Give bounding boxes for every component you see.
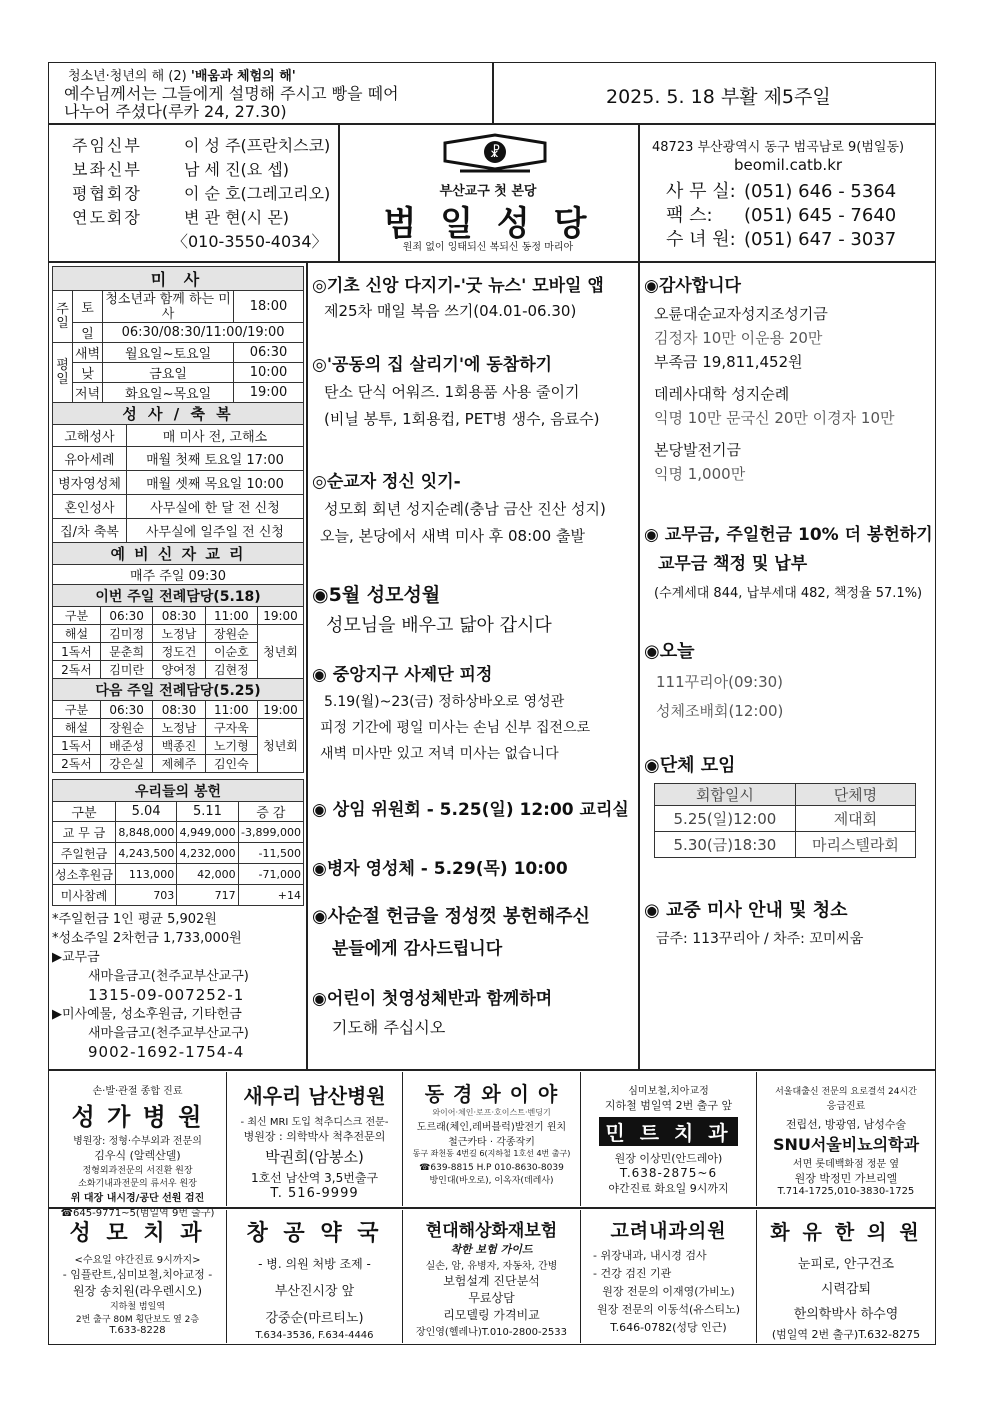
divider [638, 262, 640, 1070]
ad-snu-urology: 서울대출신 전문의 요로결석 24시간 응급진료 전립선, 방광염, 남성수술 SNU서울비뇨의학과 서면 롯데백화점 정문 옆 원장 박정민 가브리엘 T.714-1725,010-3830-1725 [772, 1087, 920, 1197]
year-theme: 청소년·청년의 해 (2) '배움과 체험의 해' [68, 69, 296, 84]
divider [492, 62, 494, 124]
website-link[interactable]: beomil.catb.kr [733, 156, 843, 174]
bullet-icon: ◎ [312, 355, 327, 375]
church-sub: 부산교구 첫 본당 [439, 184, 537, 199]
ad-saewoori-hospital: 새우리 남산병원 - 최신 MRI 도입 척추디스크 전문- 병원장 : 의학박사 척추전문의 박권희(암봉소) 1호선 남산역 3,5번출구 T. 516-9999 [227, 1072, 403, 1206]
bullet-icon: ◉ [312, 584, 329, 606]
notice-item: ◉ 상임 위원회 - 5.25(일) 12:00 교리실 [312, 800, 629, 820]
bullet-icon: ◉ [312, 906, 328, 927]
ad-koryo-clinic: 고려내과의원 - 위장내과, 내시경 검사 - 건강 검진 기관 원장 전문의 이재영(가비노) 원장 전문의 이동석(유스티노) T.646-0782(성당 인근) [581, 1210, 757, 1343]
notice-item: ◉사순절 헌금을 정성껏 봉헌해주신 분들에게 감사드립니다 [312, 906, 590, 959]
divider [306, 262, 308, 1070]
notice-item: ◎순교자 정신 잇기- 성모회 회년 성지순례(충남 금산 진산 성지) 오늘, 본당에서 새벽 미사 후 08:00 출발 [312, 472, 606, 545]
bullet-icon: ◉ [312, 800, 327, 820]
notice-item: ◉ 중앙지구 사제단 피정 5.19(월)~23(금) 정하상바오로 영성관 피정 기간에 평일 미사는 손님 신부 집전으로 새벽 미사만 있고 저녁 미사는 없습니다 [312, 665, 591, 762]
thanks-title: ◉감사합니다 [644, 276, 741, 296]
bullet-icon: ◉ [644, 525, 659, 545]
divider [638, 124, 640, 262]
thanks-list: 오륜대순교자성지조성기금 김정자 10만 이운용 20만 부족금 19,811,452원 데레사대학 성지순례 익명 10만 문국신 20만 이경자 10만 본당발전기금 익명 1,000만 [654, 305, 895, 483]
sacrament-table: 성 사 / 축 복 고해성사 매 미사 전, 고해소 유아세례 매월 첫째 토요일 17:00 병자영성체 매월 셋째 목요일 10:00 혼인성사 사무실에 한 달 전 신청 집/차 축복 사무실에 일주일 전 신청 예 비 신 자 교 리 매주 주일 09:30 [52, 402, 304, 585]
duty-next-table: 다음 주일 전례담당(5.25) 구분 06:30 08:30 11:00 19:00 해설 장원순 노정남 구자욱 청년회 1독서 배준성 백종진 노기형 2독서 강은실 제혜주 김인숙 [52, 678, 304, 773]
gospel-line-2: 나누어 주셨다(루카 24, 27.30) [64, 102, 287, 121]
ad-mint-dental: 심미보철,치아교정 지하철 범일역 2번 출구 앞 민 트 치 과 원장 이상민(안드레아) T.638-2875~6 야간진료 화요일 9시까지 [581, 1072, 757, 1206]
bulletin-date: 2025. 5. 18 부활 제5주일 [606, 86, 831, 108]
today-block: ◉오늘 111꾸리아(09:30) 성체조배회(12:00) [644, 641, 784, 720]
notice-item: ◉어린이 첫영성체반과 함께하며 기도해 주십시오 [312, 989, 553, 1037]
church-logo-icon [440, 133, 550, 175]
notice-item: ◎기초 신앙 다지기-'굿 뉴스' 모바일 앱 제25차 매일 복음 쓰기(04.01-06.30) [312, 276, 604, 320]
ad-sungmo-dental: 성 모 치 과 <수요일 야간진료 9시까지> - 임플란트,심미보철,치아교정 - 원장 송치원(라우렌시오) 지하철 범일역 2번 출구 80M 횡단보도 옆 2층 T.633-8228 [49, 1210, 227, 1343]
bullet-icon: ◎ [312, 472, 327, 492]
bullet-icon: ◉ [644, 900, 660, 921]
left-column [52, 266, 304, 1062]
staff-list: 주임신부 이 성 주(프란치스코) 보좌신부 남 세 진(요 셉) 평협회장 이 순 호(그레고리오) 연도회장 변 관 현(시 몬) 〈010-3550-4034〉 [72, 134, 330, 254]
bullet-icon: ◉ [644, 276, 659, 296]
bullet-icon: ◉ [644, 641, 660, 662]
notice-item: ◉5월 성모성월 성모님을 배우고 닮아 갑시다 [312, 584, 552, 636]
right-column [644, 271, 934, 948]
bullet-icon: ◉ [312, 665, 327, 685]
mass-table: 미 사 주일 토 청소년과 함께 하는 미사 18:00 일 06:30/08:30/11:00/19:00 평일 새벽 월요일~토요일 06:30 낮 금요일 10:00 저녁 화요일~목요일 19:00 [52, 266, 304, 403]
ad-changgong-pharmacy: 창 공 약 국 - 병. 의원 처방 조제 - 부산진시장 앞 강중순(마르티노) T.634-3536, F.634-4446 [227, 1210, 403, 1343]
ad-dongkyung-wire: 동 경 와 이 야 와이어·체인·로프·호이스트·벤딩기 도르래(체인,레버블럭)발전기 윈치 철근카타 · 각종작키 동구 좌천동 4번길 6(지하철 1호선 4번 출구) ☎639-8815 H.P 010-8630-8039 방인대(바오로), 이옥자(데레사) [403, 1072, 581, 1206]
church-name: 범 일 성 당 [383, 204, 593, 244]
address: 48723 부산광역시 동구 범곡남로 9(범일동) [652, 140, 905, 155]
middle-column [312, 271, 636, 1038]
ad-sungga-hospital: 손·발·관절 종합 진료 성 가 병 원 병원장: 정형·수부외과 전문의 김우식 (알렉산델) 정형외과전문의 서진환 원장 소화기내과전문의 류서우 원장 위 대장 내시경/공단 선원 검진 ☎645-9771~5(범일역 9번 출구) [49, 1072, 227, 1206]
ad-hyundai-insurance: 현대해상화재보험 착한 보험 가이드 실손, 암, 유병자, 자동차, 간병 보험설계 진단분석 무료상담 리모델링 가격비교 장인영(헬레나)T.010-2800-2533 [403, 1210, 581, 1343]
bullet-icon: ◉ [644, 755, 660, 776]
svg-text:☧: ☧ [489, 145, 501, 161]
ad-hwayu-oriental-clinic: 화 유 한 의 원 눈피로, 안구건조 시력감퇴 한의학박사 하수영 (범일역 2번 출구)T.632-8275 [770, 1220, 922, 1341]
notice-item: ◎'공동의 집 살리기'에 동참하기 탄소 단식 어워즈. 1회용품 사용 줄이기 (비닐 봉투, 1회용컵, PET병 생수, 음료수) [312, 355, 600, 428]
church-tagline: 원죄 없이 잉태되신 복되신 동정 마리아 [402, 242, 574, 253]
offering-notes: *주일헌금 1인 평균 5,902원 *성소주일 2차헌금 1,733,000원 ▶교무금 새마을금고(천주교부산교구) 1315-09-007252-1 ▶미사예물, 성소후원금, 기타헌금 새마을금고(천주교부산교구) 9002-1692-1754-4 [52, 912, 249, 1061]
contact-phones: 사 무 실: (051) 646 - 5364 팩 스: (051) 645 - 7640 수 녀 원: (051) 647 - 3037 [666, 181, 897, 250]
bullet-icon: ◉ [312, 989, 327, 1009]
notice-item: ◉병자 영성체 - 5.29(목) 10:00 [312, 859, 568, 879]
groups-block: ◉단체 모임 회합일시 단체명 5.25(일)12:00 제대회 5.30(금)18:30 마리스텔라회 [644, 751, 934, 858]
offering-table: 우리들의 봉헌 구분 5.04 5.11 증 감 교 무 금 8,848,000 4,949,000 -3,899,000 주일헌금 4,243,500 4,232,000 -11,500 성소후원금 113,000 42,000 -71,000 미사참례 703 717 +14 [52, 779, 304, 906]
bullet-icon: ◉ [312, 859, 327, 879]
cleaning-block: ◉ 교중 미사 안내 및 청소 금주: 113꾸리아 / 차주: 꼬미씨움 [644, 900, 864, 947]
tithe-block: ◉ 교무금, 주일헌금 10% 더 봉헌하기 교무금 책정 및 납부 (수계세대 844, 납부세대 482, 책정율 57.1%) [644, 525, 933, 601]
bullet-icon: ◎ [312, 276, 327, 296]
groups-table: 회합일시 단체명 5.25(일)12:00 제대회 5.30(금)18:30 마리스텔라회 [654, 783, 916, 858]
gospel-line-1: 예수님께서는 그들에게 설명해 주시고 빵을 떼어 [64, 84, 399, 103]
duty-this-table: 이번 주일 전례담당(5.18) 구분 06:30 08:30 11:00 19:00 해설 김미정 노정남 장원순 청년회 1독서 문춘희 정도건 이순호 2독서 김미란 양여정 김현정 [52, 584, 304, 679]
staff-phone: 〈010-3550-4034〉 [172, 232, 328, 251]
